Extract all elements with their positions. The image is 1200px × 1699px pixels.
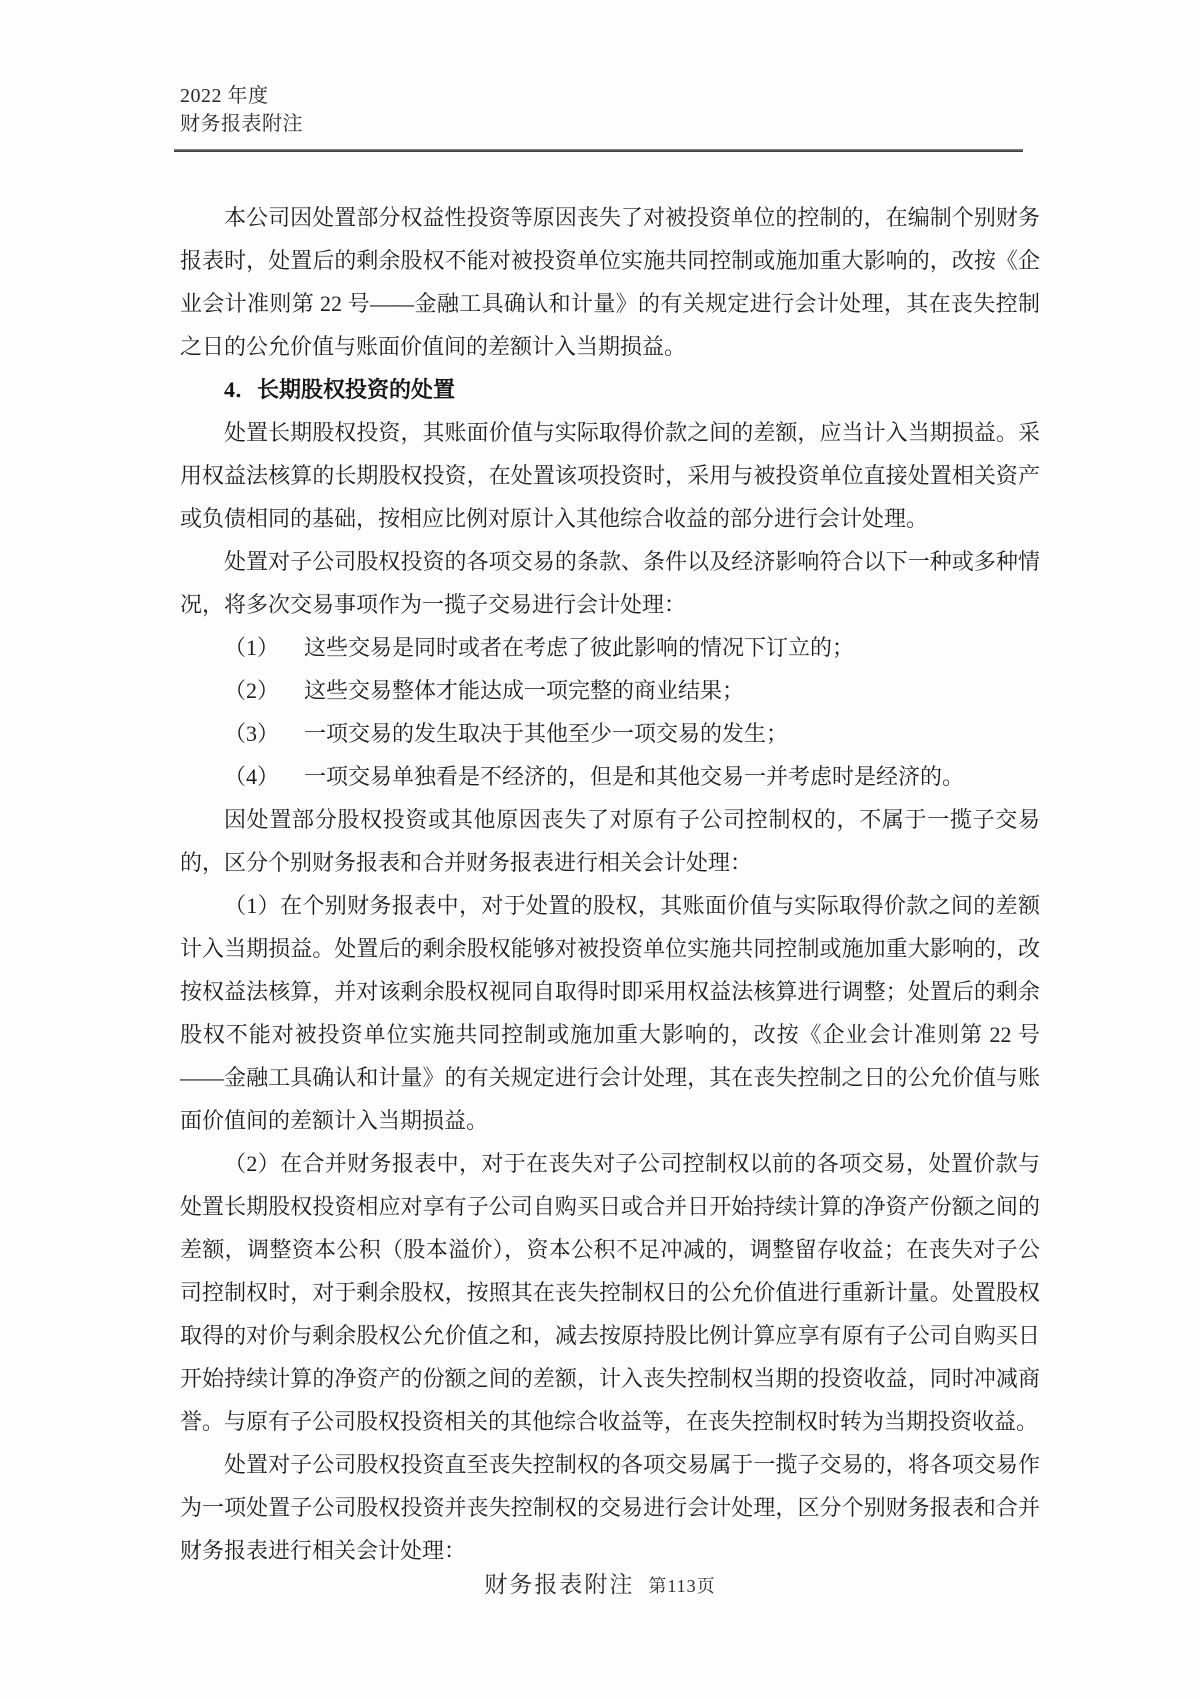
header-title: 财务报表附注 xyxy=(180,113,303,135)
document-body xyxy=(180,196,1040,1572)
paragraph: 处置长期股权投资，其账面价值与实际取得价款之间的差额，应当计入当期损益。采用权益法核算的长期股权投资，在处置该项投资时，采用与被投资单位直接处置相关资产或负债相同的基础，按相应比例对原计入其他综合收益的部分进行会计处理。 xyxy=(180,420,1040,531)
paragraph: 处置对子公司股权投资直至丧失控制权的各项交易属于一揽子交易的，将各项交易作为一项处置子公司股权投资并丧失控制权的交易进行会计处理，区分个别财务报表和合并财务报表进行相关会计处理： xyxy=(180,1452,1040,1563)
page-footer xyxy=(0,1566,1200,1599)
list-item-text: 一项交易单独看是不经济的，但是和其他交易一并考虑时是经济的。 xyxy=(304,764,965,789)
list-item xyxy=(180,669,1040,712)
list-marker: （2） xyxy=(224,678,280,703)
paragraph: （2）在合并财务报表中，对于在丧失对子公司控制权以前的各项交易，处置价款与处置长期股权投资相应对享有子公司自购买日或合并日开始持续计算的净资产份额之间的差额，调整资本公积（股本溢价），资本公积不足冲减的，调整留存收益；在丧失对子公司控制权时，对于剩余股权，按照其在丧失控制权日的公允价值进行重新计量。处置股权取得的对价与剩余股权公允价值之和，减去按原持股比例计算应享有原有子公司自购买日开始持续计算的净资产的份额之间的差额，计入丧失控制权当期的投资收益，同时冲减商誉。与原有子公司股权投资相关的其他综合收益等，在丧失控制权时转为当期投资收益。 xyxy=(180,1151,1040,1434)
header-divider xyxy=(174,149,1023,152)
paragraph: （1）在个别财务报表中，对于处置的股权，其账面价值与实际取得价款之间的差额计入当期损益。处置后的剩余股权能够对被投资单位实施共同控制或施加重大影响的，改按权益法核算，并对该剩余股权视同自取得时即采用权益法核算进行调整；处置后的剩余股权不能对被投资单位实施共同控制或施加重大影响的，改按《企业会计准则第 22 号——金融工具确认和计量》的有关规定进行会计处理，其在丧失控制之日的公允价值与账面价值间的差额计入当期损益。 xyxy=(180,893,1040,1133)
paragraph: 因处置部分股权投资或其他原因丧失了对原有子公司控制权的，不属于一揽子交易的，区分个别财务报表和合并财务报表进行相关会计处理： xyxy=(180,807,1040,875)
list-marker: （4） xyxy=(224,764,280,789)
list-item-text: 一项交易的发生取决于其他至少一项交易的发生； xyxy=(304,721,789,746)
list-marker: （3） xyxy=(224,721,280,746)
footer-title: 财务报表附注 xyxy=(484,1572,635,1597)
list-item xyxy=(180,755,1040,798)
list-item-text: 这些交易整体才能达成一项完整的商业结果； xyxy=(304,678,745,703)
paragraph: 处置对子公司股权投资的各项交易的条款、条件以及经济影响符合以下一种或多种情况，将多次交易事项作为一揽子交易进行会计处理： xyxy=(180,549,1040,617)
page-header xyxy=(180,82,303,138)
list-item xyxy=(180,626,1040,669)
list-marker: （1） xyxy=(224,635,280,660)
list-item-text: 这些交易是同时或者在考虑了彼此影响的情况下订立的； xyxy=(304,635,855,660)
header-year: 2022 年度 xyxy=(180,85,269,107)
section-heading: 4．长期股权投资的处置 xyxy=(224,377,456,402)
paragraph: 本公司因处置部分权益性投资等原因丧失了对被投资单位的控制的，在编制个别财务报表时，处置后的剩余股权不能对被投资单位实施共同控制或施加重大影响的，改按《企业会计准则第 22 号——金融工具确认和计量》的有关规定进行会计处理，其在丧失控制之日的公允价值与账面价值间的差额计入当期损益。 xyxy=(180,205,1040,359)
list-item xyxy=(180,712,1040,755)
footer-page-number: 第113页 xyxy=(648,1576,716,1596)
